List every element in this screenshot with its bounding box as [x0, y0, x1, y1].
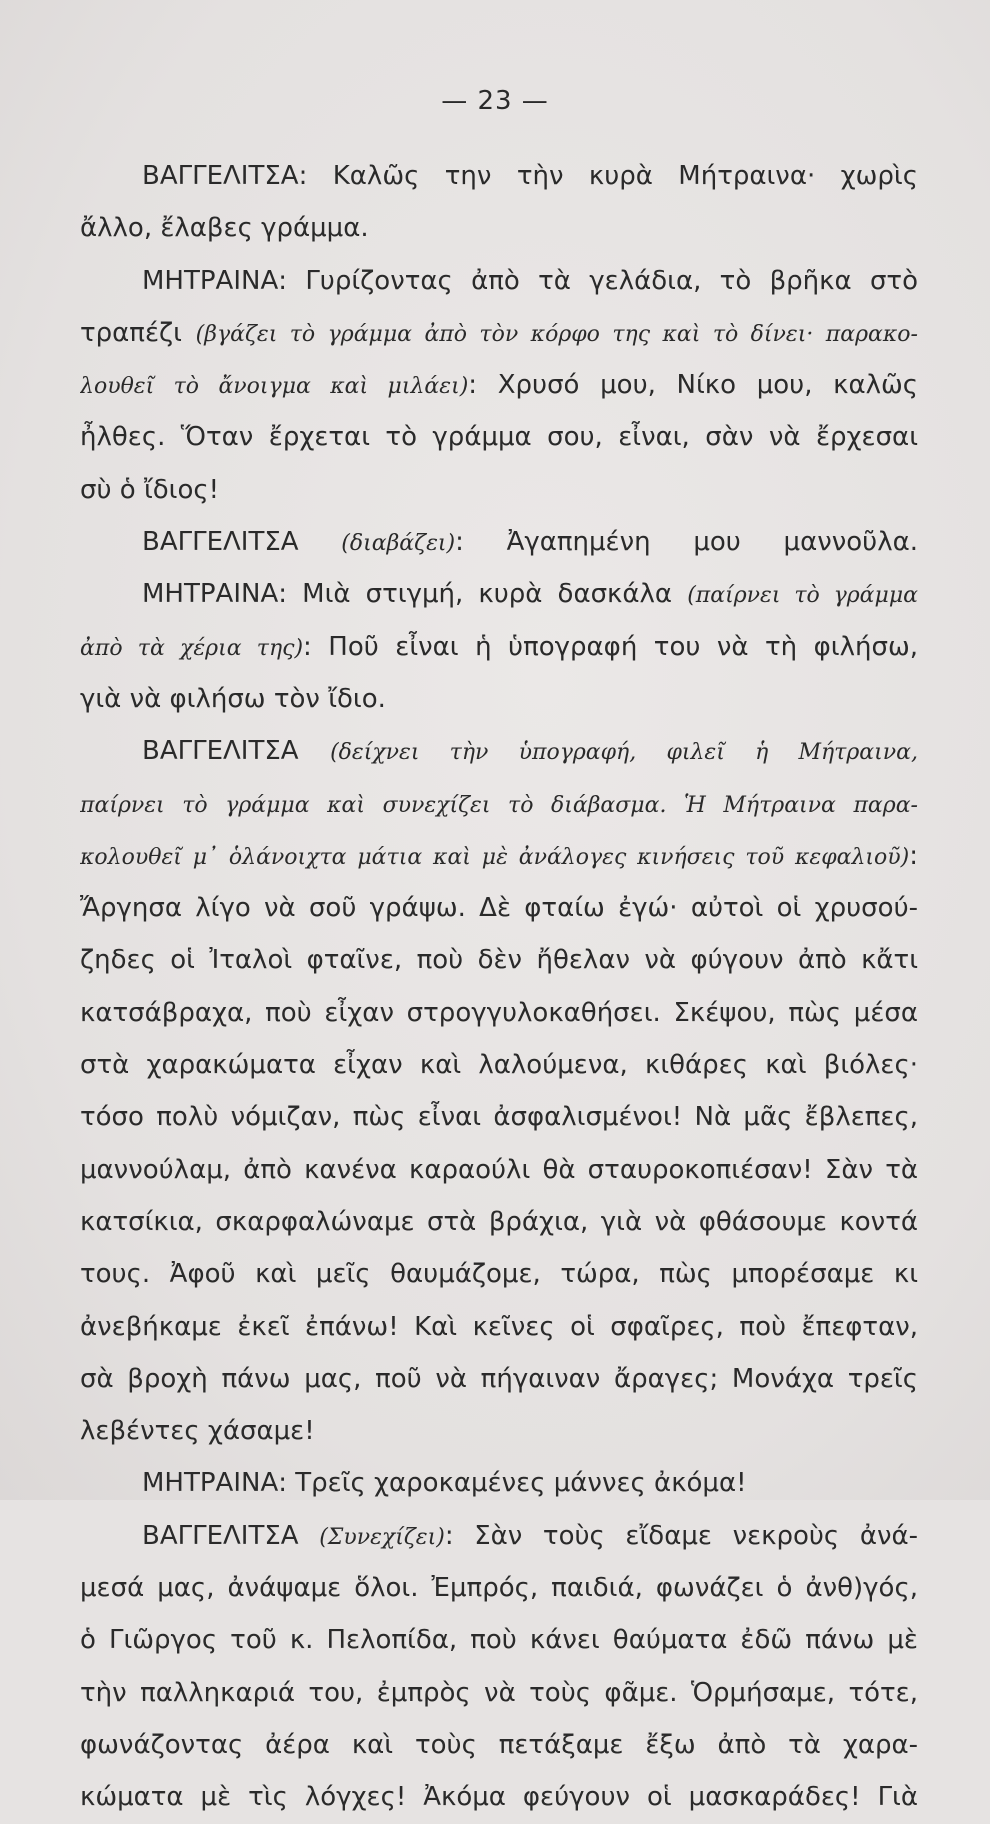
text-line	[80, 1091, 918, 1143]
text-line	[80, 150, 918, 202]
dialogue-text: ΜΗΤΡΑΙΝΑ: Γυρίζοντας ἀπὸ τὰ γελάδια, τὸ βρῆκα στὸ	[142, 265, 918, 296]
dialogue-text: : Ἀγαπημένη μου μαννοῦλα.	[455, 527, 918, 558]
dialogue-text: λεβέντες χάσαμε!	[80, 1416, 315, 1447]
text-line	[80, 307, 918, 359]
dialogue-text: ΒΑΓΓΕΛΙΤΣΑ	[142, 736, 331, 767]
text-line	[80, 830, 918, 882]
page-number: — 23 —	[441, 86, 549, 116]
dialogue-text: κατσίκια, σκαρφαλώναμε στὰ βράχια, γιὰ νὰ φθάσουμε κοντά	[80, 1206, 918, 1237]
dialogue-text: μεσά μας, ἀνάψαμε ὅλοι. Ἐμπρός, παιδιά, φωνάζει ὁ ἀνθ)γός,	[80, 1573, 918, 1604]
stage-direction: (Συνεχίζει)	[319, 1524, 445, 1550]
dialogue-text: : Χρυσό μου, Νίκο μου, καλῶς	[468, 370, 918, 401]
text-line	[80, 1562, 918, 1614]
stage-direction: (βγάζει τὸ γράμμα ἀπὸ τὸν κόρφο της καὶ τὸ δίνει· παρακο-	[195, 321, 918, 347]
text-line	[80, 1301, 918, 1353]
text-line	[80, 1667, 918, 1719]
text-line	[80, 1196, 918, 1248]
dialogue-text: ΜΗΤΡΑΙΝΑ: Μιὰ στιγμή, κυρὰ δασκάλα	[142, 579, 688, 610]
dialogue-text: τους. Ἀφοῦ καὶ μεῖς θαυμάζομε, τώρα, πὼς μπορέσαμε κι	[80, 1259, 918, 1290]
text-line	[80, 882, 918, 934]
text-line	[80, 359, 918, 411]
text-line	[80, 987, 918, 1039]
dialogue-text: τραπέζι	[80, 317, 196, 348]
text-line	[80, 1771, 918, 1823]
text-line	[80, 568, 918, 620]
dialogue-text: : Ποῦ εἶναι ἡ ὑπογραφή του νὰ τὴ φιλήσω,	[303, 631, 918, 662]
text-line	[80, 411, 918, 463]
text-line	[80, 516, 918, 568]
dialogue-text: σὺ ὁ ἴδιος!	[80, 474, 220, 505]
dialogue-text: κατσάβραχα, ποὺ εἶχαν στρογγυλοκαθήσει. Σκέψου, πὼς μέσα	[80, 997, 918, 1028]
dialogue-text: ΜΗΤΡΑΙΝΑ: Τρεῖς χαροκαμένες μάννες ἀκόμα!	[142, 1468, 747, 1499]
dialogue-text: ΒΑΓΓΕΛΙΤΣΑ	[142, 527, 342, 558]
text-line	[80, 621, 918, 673]
text-line	[80, 1039, 918, 1091]
stage-direction: (παίρνει τὸ γράμμα	[687, 583, 918, 609]
stage-direction: ἀπὸ τὰ χέρια της)	[80, 635, 304, 661]
text-line	[80, 934, 918, 986]
dialogue-text: ἀνεβήκαμε ἐκεῖ ἐπάνω! Καὶ κεῖνες οἱ σφαῖρες, ποὺ ἔπεφταν,	[80, 1311, 918, 1342]
stage-direction: παίρνει τὸ γράμμα καὶ συνεχίζει τὸ διάβασμα. Ἡ Μήτραινα παρα-	[80, 792, 918, 818]
dialogue-text: :	[909, 840, 918, 871]
text-line	[80, 202, 918, 254]
text-line	[80, 778, 918, 830]
text-line	[80, 464, 918, 516]
text-line	[80, 1719, 918, 1771]
stage-direction: (διαβάζει)	[341, 531, 456, 557]
dialogue-text: ζηδες οἱ Ἰταλοὶ φταῖνε, ποὺ δὲν ἤθελαν νὰ φύγουν ἀπὸ κἄτι	[80, 945, 918, 976]
text-line	[80, 1510, 918, 1562]
play-text	[80, 150, 918, 1824]
dialogue-text: στὰ χαρακώματα εἶχαν καὶ λαλούμενα, κιθάρες καὶ βιόλες·	[80, 1050, 918, 1081]
text-line	[80, 1353, 918, 1405]
dialogue-text: τόσο πολὺ νόμιζαν, πὼς εἶναι ἀσφαλισμένοι! Νὰ μᾶς ἔβλεπες,	[80, 1102, 918, 1133]
text-line	[80, 1248, 918, 1300]
text-line	[80, 1614, 918, 1666]
dialogue-text: κώματα μὲ τὶς λόγχες! Ἀκόμα φεύγουν οἱ μασκαράδες! Γιὰ	[80, 1782, 918, 1813]
dialogue-text: μαννούλαμ, ἀπὸ κανένα καραούλι θὰ σταυροκοπιέσαν! Σὰν τὰ	[80, 1154, 918, 1185]
text-line	[80, 1405, 918, 1457]
dialogue-text: ἄλλο, ἔλαβες γράμμα.	[80, 213, 369, 244]
dialogue-text: τὴν παλληκαριά του, ἐμπρὸς νὰ τοὺς φᾶμε. Ὁρμήσαμε, τότε,	[80, 1677, 918, 1708]
stage-direction: κολουθεῖ μ᾽ ὁλάνοιχτα μάτια καὶ μὲ ἀνάλογες κινήσεις τοῦ κεφαλιοῦ)	[80, 844, 910, 870]
stage-direction: λουθεῖ τὸ ἄνοιγμα καὶ μιλάει)	[80, 374, 469, 400]
text-line	[80, 1457, 918, 1509]
dialogue-text: ΒΑΓΓΕΛΙΤΣΑ	[142, 1520, 320, 1551]
dialogue-text: σὰ βροχὴ πάνω μας, ποῦ νὰ πήγαιναν ἄραγες; Μονάχα τρεῖς	[80, 1363, 918, 1394]
stage-direction: (δείχνει τὴν ὑπογραφή, φιλεῖ ἡ Μήτραινα,	[330, 740, 918, 766]
dialogue-text: ΒΑΓΓΕΛΙΤΣΑ: Καλῶς την τὴν κυρὰ Μήτραινα· χωρὶς	[142, 161, 918, 191]
text-line	[80, 1144, 918, 1196]
dialogue-text: Ἄργησα λίγο νὰ σοῦ γράψω. Δὲ φταίω ἐγώ· αὐτοὶ οἱ χρυσού-	[80, 893, 918, 924]
dialogue-text: γιὰ νὰ φιλήσω τὸν ἴδιο.	[80, 683, 386, 714]
dialogue-text: ἦλθες. Ὅταν ἔρχεται τὸ γράμμα σου, εἶναι, σὰν νὰ ἔρχεσαι	[80, 422, 918, 453]
text-line	[80, 725, 918, 777]
dialogue-text: : Σὰν τοὺς εἴδαμε νεκροὺς ἀνά-	[444, 1520, 918, 1551]
dialogue-text: ὁ Γιῶργος τοῦ κ. Πελοπίδα, ποὺ κάνει θαύματα ἐδῶ πάνω μὲ	[80, 1625, 918, 1656]
text-line	[80, 673, 918, 725]
dialogue-text: φωνάζοντας ἀέρα καὶ τοὺς πετάξαμε ἔξω ἀπὸ τὰ χαρα-	[80, 1729, 918, 1760]
text-line	[80, 255, 918, 307]
